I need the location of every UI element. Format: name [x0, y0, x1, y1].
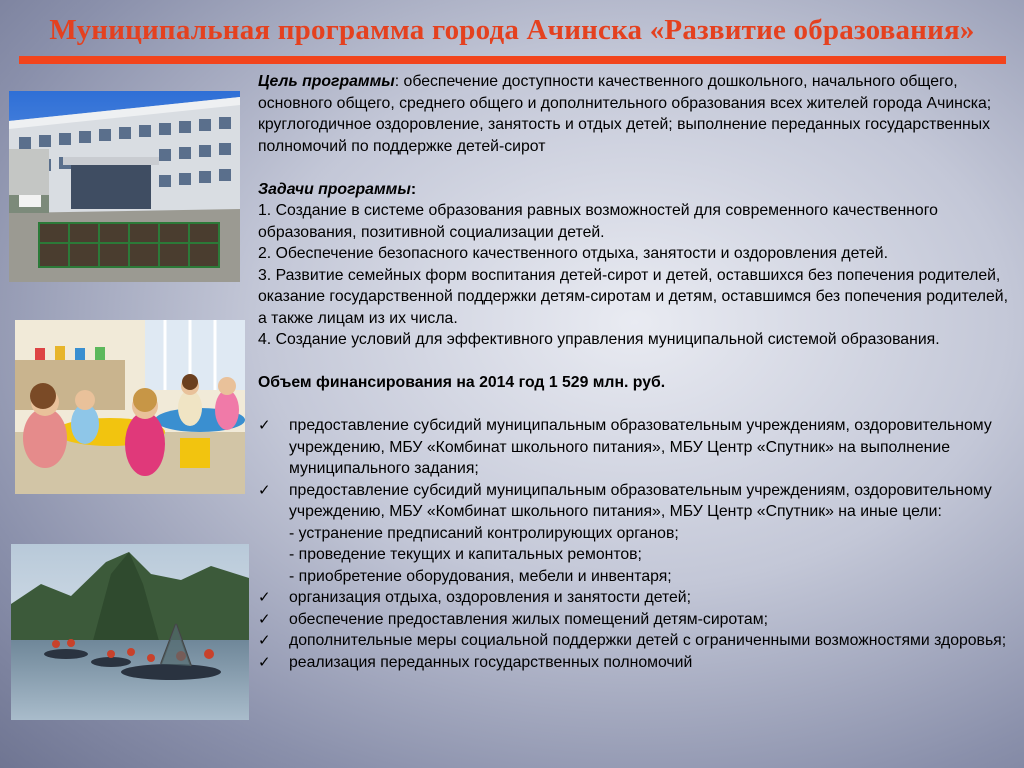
task-item: 4. Создание условий для эффективного управления муниципальной системой образования.: [258, 331, 940, 348]
checklist-subitem: - приобретение оборудования, мебели и инвентаря;: [289, 567, 672, 585]
checklist-item: [258, 415, 1010, 480]
checklist-item-text: организация отдыха, оздоровления и занятости детей;: [289, 589, 692, 606]
task-item: 3. Развитие семейных форм воспитания детей-сирот и детей, оставшихся без попечения родителей, оказание государственной поддержки детям-сиротам и детям, оставшимся без попечения родителей, а также лицам из их числа.: [258, 266, 1008, 327]
checklist-item: [258, 480, 1010, 523]
checkmark-icon: ✓: [258, 653, 271, 671]
tasks-heading: [258, 179, 1010, 201]
checklist-item: [258, 587, 1010, 609]
checklist-subitem: - проведение текущих и капитальных ремонтов;: [289, 546, 642, 563]
checkmark-icon: ✓: [258, 610, 271, 628]
river-rafting-photo: [11, 544, 249, 720]
task-item: 2. Обеспечение безопасного качественного отдыха, занятости и оздоровления детей.: [258, 245, 888, 262]
checklist-item: [258, 630, 1010, 652]
goal-label: Цель программы: [258, 73, 395, 90]
checklist-item-text: реализация переданных государственных полномочий: [289, 653, 693, 671]
goal-paragraph: [258, 71, 1010, 157]
financing-text: Объем финансирования на 2014 год 1 529 млн. руб.: [258, 374, 666, 391]
content-area: [258, 71, 1010, 673]
checklist-item-text: предоставление субсидий муниципальным образовательным учреждениям, оздоровительному учреждению, МБУ «Комбинат школьного питания», МБУ Центр «Спутник» на иные цели:: [289, 481, 992, 520]
goal-colon: :: [394, 73, 400, 90]
checkmark-icon: ✓: [258, 632, 271, 649]
slide-title: Муниципальная программа города Ачинска «Развитие образования»: [49, 14, 975, 46]
tasks-label: Задачи программы: [258, 180, 411, 198]
checklist-item-text: дополнительные меры социальной поддержки детей с ограниченными возможностями здоровья;: [289, 632, 1007, 649]
school-building-photo: [9, 91, 240, 282]
checklist-item-text: обеспечение предоставления жилых помещений детям-сиротам;: [289, 610, 768, 628]
kindergarten-children-photo: [15, 320, 245, 494]
title-underline-bar: [19, 56, 1006, 64]
checkmark-icon: ✓: [258, 481, 271, 499]
checklist-item: [258, 652, 1010, 674]
task-item: 1. Создание в системе образования равных возможностей для современного качественного образования, позитивной социализации детей.: [258, 202, 938, 241]
checklist-item-text: предоставление субсидий муниципальным образовательным учреждениям, оздоровительному учреждению, МБУ «Комбинат школьного питания», МБУ Центр «Спутник» на выполнение муниципального задания;: [289, 417, 992, 477]
checklist-subitem: - устранение предписаний контролирующих органов;: [289, 524, 679, 542]
checklist-item: [258, 609, 1010, 631]
checkmark-icon: ✓: [258, 417, 271, 434]
goal-text: обеспечение доступности качественного дошкольного, начального общего, основного общего, среднего общего и дополнительного образования всех жителей города Ачинска; круглогодичное оздоровление, занятость и отдых детей; выполнение переданных государственных полномочий по поддержке детей-сирот: [258, 73, 992, 155]
checklist: [258, 415, 1010, 673]
tasks-colon: :: [410, 180, 417, 198]
checkmark-icon: ✓: [258, 589, 271, 606]
